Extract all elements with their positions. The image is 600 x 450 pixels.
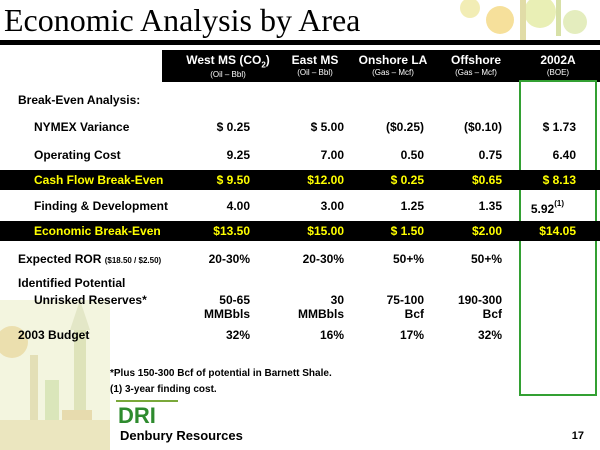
cell-economic-onshore-la: $ 1.50 [390,224,424,238]
cell-nymex-onshore-la: ($0.25) [385,120,424,134]
table-row-expected-ror [0,249,600,269]
column-header-offshore [438,53,514,77]
cell-economic-west-ms: $13.50 [213,224,250,238]
cell-operating-onshore-la: 0.50 [400,148,424,162]
cell-operating-west-ms: 9.25 [226,148,250,162]
column-header-2002a [522,53,594,77]
column-header-onshore-la-title: Onshore LA [358,53,428,67]
table-row-unrisked-reserves [0,290,600,326]
company-logo [116,400,178,431]
cell-operating-offshore: 0.75 [478,148,502,162]
footnote-mark-1: (1) [554,199,564,208]
cell-budget-west-ms: 32% [225,328,250,342]
table-row-economic-break-even [0,221,600,241]
row-label-cash-flow: Cash Flow Break-Even [34,173,164,187]
cell-unrisked-west-ms: 50-65 MMBbls [204,293,250,321]
table-row-nymex [0,117,600,137]
table-row-finding-development [0,196,600,216]
cell-ror-west-ms: 20-30% [208,252,250,266]
cell-finding-2002a: 5.92$^{(1)}$ [530,199,564,216]
column-header-west-ms [178,53,278,79]
row-label-finding-development: Finding & Development [34,199,169,213]
cell-economic-2002a: $14.05 [539,224,576,238]
cell-unrisked-onshore-la: 75-100 Bcf [386,293,424,321]
cell-budget-offshore: 32% [477,328,502,342]
table-row-2003-budget [0,325,600,345]
page-title: Economic Analysis by Area [4,2,361,38]
cell-cash-flow-offshore: $0.65 [471,173,502,187]
cell-finding-offshore: 1.35 [478,199,502,213]
cell-operating-2002a: 6.40 [552,148,576,162]
cell-finding-east-ms: 3.00 [320,199,344,213]
column-header-offshore-unit: (Gas – Mcf) [455,68,497,77]
row-label-expected-ror: Expected ROR ($18.50 / $2.50) [18,252,162,266]
dri-logo-mark [116,400,178,426]
cell-cash-flow-east-ms: $12.00 [307,173,344,187]
cell-cash-flow-2002a: $ 8.13 [542,173,576,187]
cell-economic-offshore: $2.00 [471,224,502,238]
table-row-break-even-header [0,90,600,110]
ror-price-note: ($18.50 / $2.50) [104,256,162,265]
dri-logo-text: DRI [118,403,156,426]
section-label-break-even: Break-Even Analysis: [18,93,141,107]
column-header-east-ms [280,53,350,77]
page-number: 17 [571,430,584,442]
column-header-2002a-title: 2002A [540,53,576,67]
row-label-nymex: NYMEX Variance [34,120,130,134]
cell-budget-onshore-la: 17% [399,328,424,342]
cell-nymex-2002a: $ 1.73 [542,120,576,134]
column-header-onshore-la-unit: (Gas – Mcf) [372,68,414,77]
column-header-east-ms-title: East MS [291,53,339,67]
column-header-west-ms-title: West MS $(CO_2)$ [186,53,270,70]
cell-cash-flow-onshore-la: $ 0.25 [390,173,424,187]
cell-unrisked-east-ms: 30 MMBbls [298,293,344,321]
cell-finding-onshore-la: 1.25 [400,199,424,213]
top-right-decoration [460,0,587,40]
row-label-economic: Economic Break-Even [34,224,161,238]
title-underline [0,40,600,45]
cell-nymex-east-ms: $ 5.00 [310,120,344,134]
row-label-identified-potential: Identified Potential [18,276,126,290]
cell-nymex-offshore: ($0.10) [463,120,502,134]
table-row-operating-cost [0,145,600,165]
cell-unrisked-offshore: 190-300 Bcf [457,293,502,321]
footnote-barnett-shale: *Plus 150-300 Bcf of potential in Barnett Shale. [110,368,332,379]
column-header-offshore-title: Offshore [450,53,501,67]
column-header-onshore-la [355,53,431,77]
cell-finding-west-ms: 4.00 [226,199,250,213]
cell-operating-east-ms: 7.00 [320,148,344,162]
row-label-2003-budget: 2003 Budget [18,328,90,342]
column-header-west-ms-unit: (Oil – Bbl) [210,70,246,80]
column-header-east-ms-unit: (Oil – Bbl) [297,68,333,77]
cell-ror-onshore-la: 50+% [392,252,424,266]
cell-cash-flow-west-ms: $ 9.50 [216,173,250,187]
row-label-operating-cost: Operating Cost [34,148,121,162]
cell-ror-east-ms: 20-30% [302,252,344,266]
cell-economic-east-ms: $15.00 [307,224,344,238]
table-row-cash-flow-break-even [0,170,600,190]
cell-budget-east-ms: 16% [319,328,344,342]
footnote-finding-cost: (1) 3-year finding cost. [110,384,217,395]
row-label-unrisked-reserves: Unrisked Reserves* [34,293,147,307]
company-name: Denbury Resources [120,428,243,443]
cell-ror-offshore: 50+% [470,252,502,266]
cell-nymex-west-ms: $ 0.25 [216,120,250,134]
column-header-2002a-unit: (BOE) [546,68,570,77]
